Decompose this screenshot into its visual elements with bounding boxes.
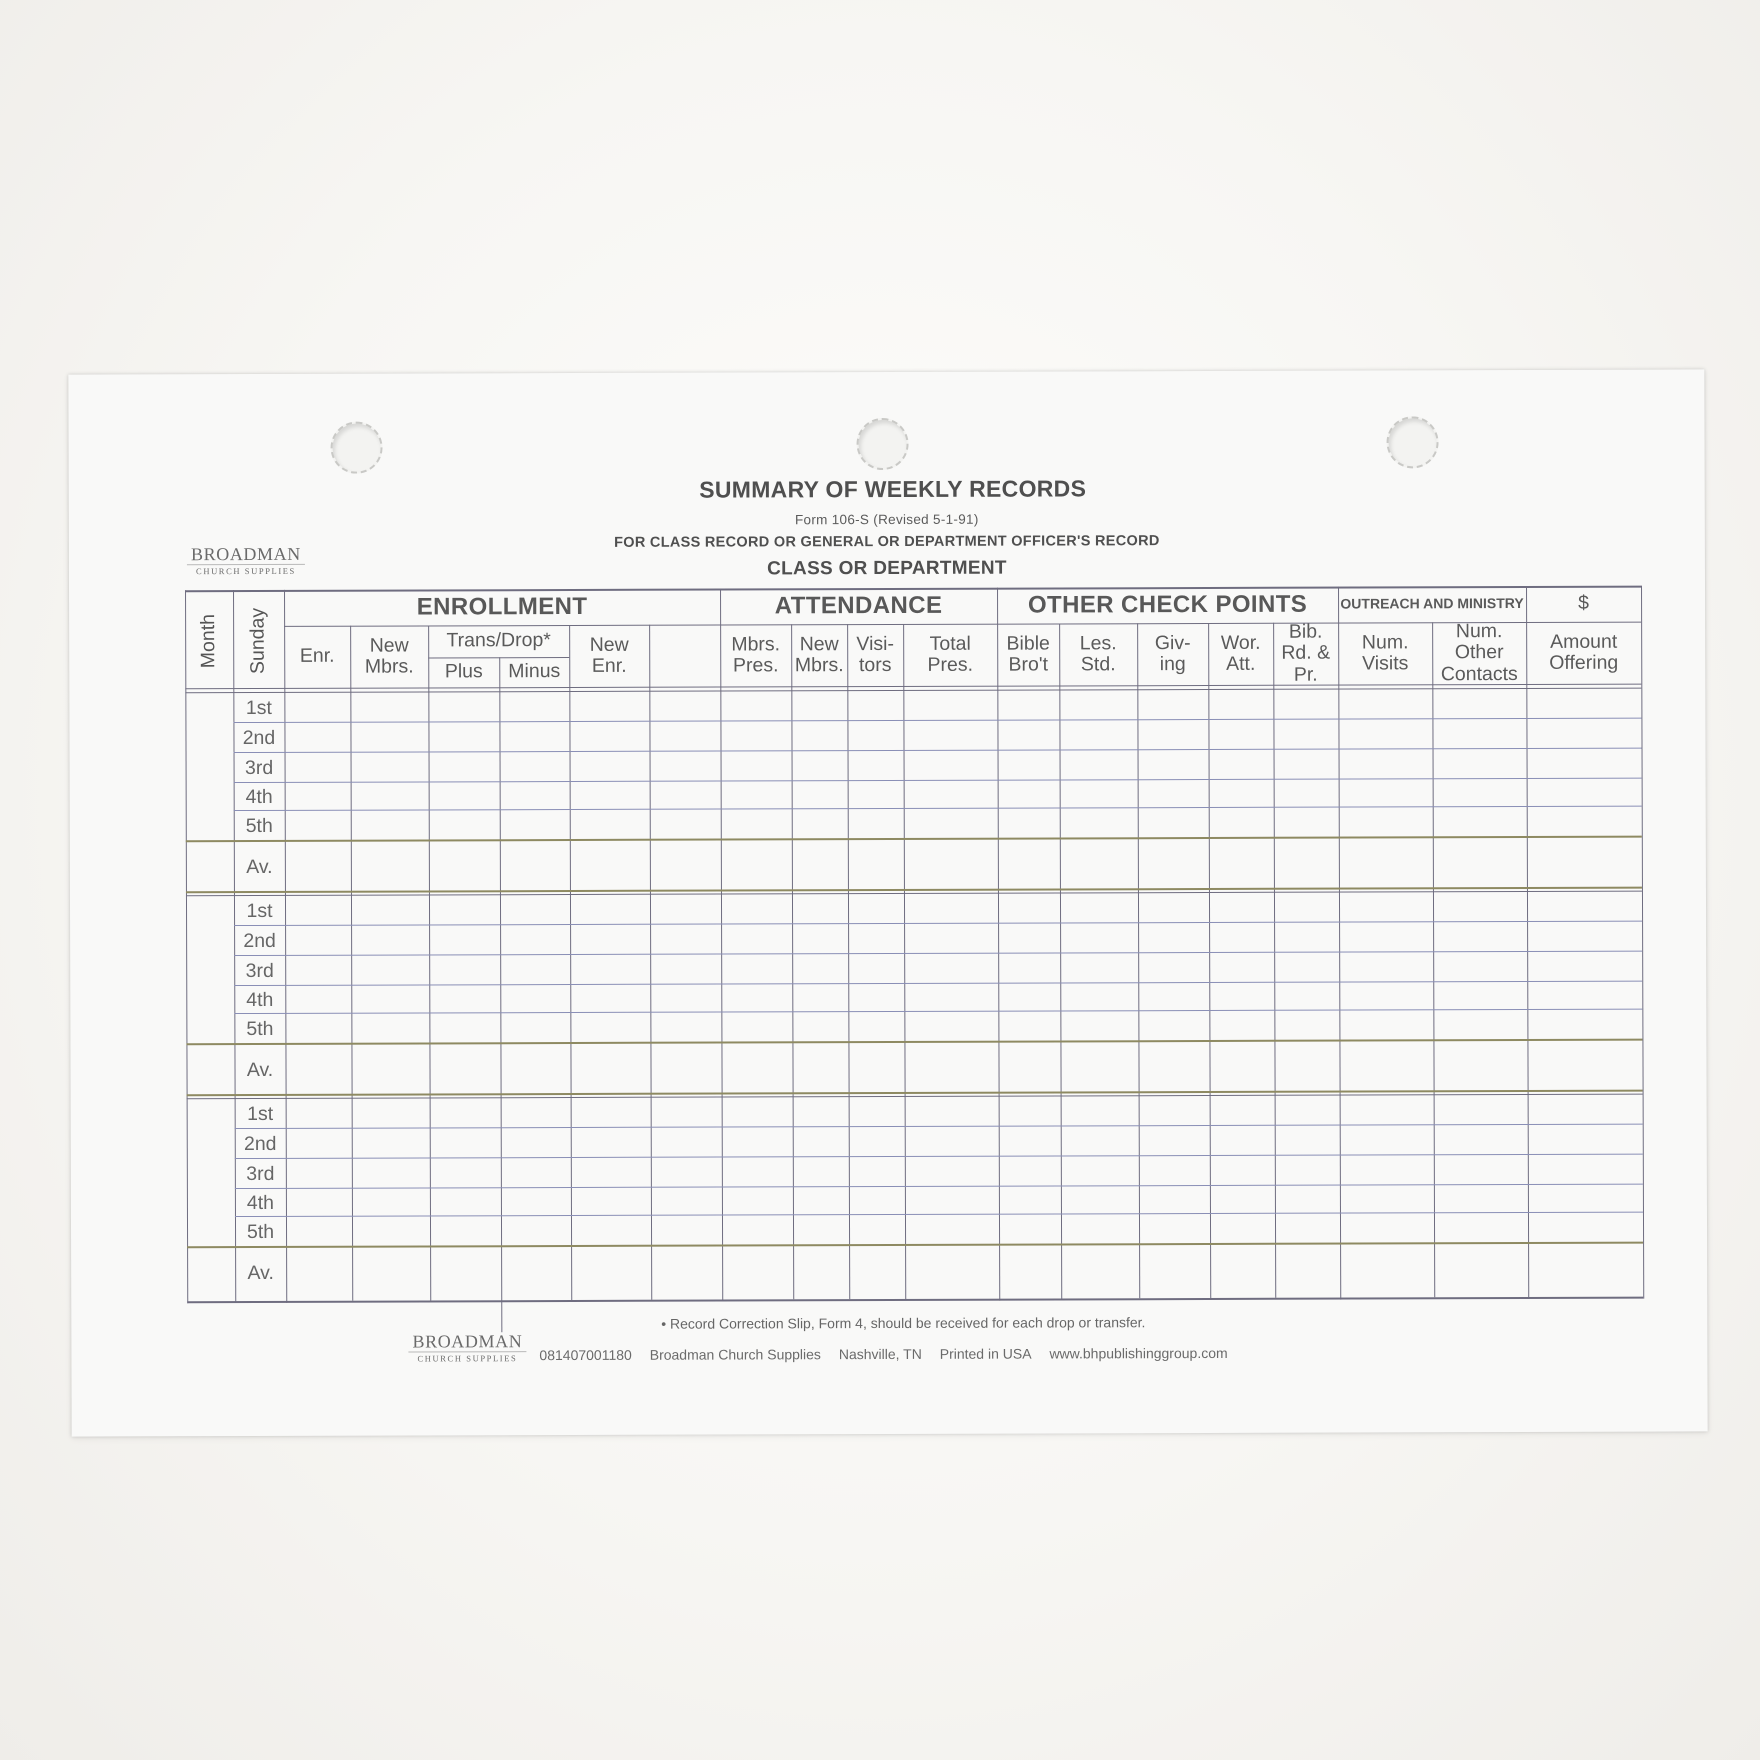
sunday-row-label-text: 1st bbox=[246, 900, 273, 923]
other-check-points-group-header bbox=[997, 587, 1338, 624]
punch-hole-left bbox=[330, 422, 382, 474]
website: www.bhpublishinggroup.com bbox=[1049, 1344, 1228, 1362]
row-divider bbox=[234, 951, 1642, 956]
sunday-row-label-text: 4th bbox=[246, 989, 274, 1012]
bible-reading-prayer-column-header-line: Bib. bbox=[1288, 620, 1323, 643]
sunday-row-label-text: 1st bbox=[247, 1103, 274, 1126]
enrollment-group-header bbox=[284, 589, 720, 626]
column-divider bbox=[350, 626, 353, 1301]
sunday-row-label bbox=[234, 1045, 285, 1096]
column-divider bbox=[720, 589, 724, 1302]
sunday-row-label bbox=[235, 1160, 286, 1190]
trans-drop-column-header bbox=[428, 625, 569, 657]
form-subtitle: FOR CLASS RECORD OR GENERAL OR DEPARTMENT OFFICER'S RECORD bbox=[614, 533, 1160, 551]
column-divider bbox=[997, 588, 1001, 1301]
row-divider bbox=[234, 806, 1642, 811]
row-divider bbox=[234, 748, 1642, 753]
attendance-new-members-column-header-line: New bbox=[799, 632, 839, 655]
column-divider bbox=[1059, 623, 1062, 1298]
amount-offering-column-header-line: Offering bbox=[1549, 651, 1619, 674]
sunday-row-label bbox=[235, 1130, 286, 1160]
number-other-contacts-column-header-line: Num. bbox=[1455, 619, 1503, 643]
table-bottom-border bbox=[187, 1297, 1643, 1304]
minus-column-header-text: Minus bbox=[508, 660, 561, 683]
giving-column-header-line: ing bbox=[1159, 653, 1186, 676]
number-other-contacts-column-header-line: Contacts bbox=[1440, 662, 1518, 685]
new-enrollment-column-header-line: New bbox=[589, 633, 629, 656]
sunday-row-label bbox=[234, 784, 285, 812]
form-sheet bbox=[68, 369, 1707, 1436]
column-divider bbox=[1338, 587, 1342, 1300]
outreach-ministry-group-header-text: OUTREACH AND MINISTRY bbox=[1340, 595, 1524, 612]
number-visits-column-header-line: Visits bbox=[1362, 652, 1409, 675]
column-divider bbox=[791, 624, 794, 1299]
punch-hole-right bbox=[1386, 416, 1438, 468]
column-divider bbox=[847, 624, 850, 1299]
amount-offering-column-header-line: Amount bbox=[1550, 630, 1618, 653]
sunday-row-label-text: Av. bbox=[246, 855, 273, 878]
visitors-column-header-line: Visi- bbox=[856, 632, 895, 655]
new-members-column-header-line: Mbrs. bbox=[364, 655, 414, 678]
column-divider bbox=[1526, 586, 1530, 1299]
sunday-row-label bbox=[234, 957, 285, 987]
sunday-row-label-text: 2nd bbox=[243, 930, 276, 953]
members-present-column-header-line: Pres. bbox=[732, 654, 779, 677]
dollar-group-header-text: $ bbox=[1578, 592, 1590, 615]
bible-reading-prayer-column-header-line: Rd. & bbox=[1281, 641, 1331, 665]
sunday-row-label bbox=[234, 987, 285, 1015]
members-present-column-header bbox=[720, 624, 791, 686]
month-header-text: Month bbox=[197, 613, 220, 669]
column-divider bbox=[499, 657, 502, 1332]
sunday-row-label-text: 3rd bbox=[244, 757, 274, 780]
number-other-contacts-column-header bbox=[1432, 619, 1526, 685]
row-divider bbox=[235, 1154, 1643, 1159]
minus-column-header bbox=[499, 657, 569, 687]
brand-name: BROADMAN bbox=[190, 543, 301, 565]
number-visits-column-header bbox=[1338, 622, 1432, 684]
total-present-column-header-line: Total bbox=[929, 632, 971, 655]
lesson-studied-column-header bbox=[1059, 623, 1137, 685]
column-divider bbox=[428, 625, 431, 1300]
row-divider bbox=[187, 1242, 1643, 1249]
product-code: 081407001180 bbox=[539, 1346, 632, 1364]
sunday-row-label-text: 1st bbox=[245, 697, 272, 720]
sunday-row-label bbox=[235, 1218, 286, 1248]
sunday-row-label-text: 3rd bbox=[246, 1163, 275, 1186]
new-members-column-header bbox=[350, 625, 428, 687]
sunday-row-label-text: 4th bbox=[245, 786, 273, 809]
worship-attendance-column-header-line: Wor. bbox=[1220, 631, 1261, 654]
attendance-group-header-text: ATTENDANCE bbox=[774, 591, 943, 620]
plus-column-header bbox=[428, 657, 499, 687]
row-divider bbox=[186, 836, 1642, 843]
records-grid bbox=[185, 586, 1643, 1304]
other-check-points-group-header-text: OTHER CHECK POINTS bbox=[1027, 590, 1308, 619]
sunday-row-label-text: Av. bbox=[246, 1058, 274, 1081]
column-divider bbox=[1137, 623, 1140, 1298]
amount-offering-column-header bbox=[1526, 622, 1641, 684]
bible-reading-prayer-column-header bbox=[1273, 620, 1338, 686]
worship-attendance-column-header bbox=[1208, 623, 1273, 685]
total-present-column-header-line: Pres. bbox=[927, 653, 974, 676]
lesson-studied-column-header-line: Les. bbox=[1079, 631, 1117, 654]
punch-hole-center bbox=[856, 418, 908, 470]
enr-column-header bbox=[284, 626, 350, 688]
sunday-row-label-text: 4th bbox=[246, 1192, 275, 1215]
trans-drop-column-header-text: Trans/Drop* bbox=[446, 629, 551, 652]
column-divider bbox=[649, 625, 652, 1300]
number-other-contacts-column-header-line: Other bbox=[1454, 641, 1504, 664]
enr-column-header-text: Enr. bbox=[299, 645, 335, 668]
attendance-new-members-column-header-line: Mbrs. bbox=[794, 654, 844, 677]
new-enrollment-column-header-line: Enr. bbox=[591, 654, 627, 677]
records-table bbox=[185, 586, 1643, 1304]
sunday-row-label bbox=[233, 724, 284, 754]
row-divider bbox=[234, 921, 1642, 926]
brand-logo-top bbox=[187, 544, 305, 576]
column-divider bbox=[185, 590, 189, 1303]
sunday-row-label-text: Av. bbox=[247, 1261, 274, 1284]
row-divider bbox=[233, 718, 1641, 723]
column-divider bbox=[1432, 622, 1435, 1297]
dollar-group-header bbox=[1526, 586, 1641, 622]
sunday-row-label-text: 5th bbox=[246, 1221, 275, 1244]
row-divider bbox=[186, 1039, 1642, 1046]
attendance-group-header bbox=[720, 588, 997, 625]
column-divider bbox=[903, 624, 906, 1299]
new-members-column-header-line: New bbox=[369, 634, 409, 657]
members-present-column-header-line: Mbrs. bbox=[731, 632, 781, 656]
row-divider bbox=[234, 1009, 1642, 1014]
worship-attendance-column-header-line: Att. bbox=[1226, 652, 1256, 675]
class-department-label: CLASS OR DEPARTMENT bbox=[767, 557, 1007, 580]
sunday-row-label bbox=[234, 842, 285, 893]
enrollment-group-header-text: ENROLLMENT bbox=[416, 592, 588, 621]
sunday-row-label bbox=[234, 927, 285, 957]
visitors-column-header bbox=[847, 624, 903, 686]
brand-tagline: CHURCH SUPPLIES bbox=[187, 564, 305, 576]
sunday-row-label-text: 5th bbox=[246, 1018, 274, 1041]
form-number: Form 106-S (Revised 5-1-91) bbox=[794, 511, 979, 528]
sunday-row-label bbox=[235, 1100, 286, 1130]
lesson-studied-column-header-line: Std. bbox=[1080, 653, 1116, 676]
brand-name: BROADMAN bbox=[412, 1331, 523, 1352]
row-divider bbox=[235, 1124, 1643, 1129]
new-enrollment-column-header bbox=[569, 625, 649, 687]
number-visits-column-header-line: Num. bbox=[1361, 630, 1409, 654]
giving-column-header bbox=[1137, 623, 1208, 685]
outreach-ministry-group-header bbox=[1338, 586, 1526, 623]
sunday-row-label-text: 5th bbox=[245, 815, 273, 838]
column-divider bbox=[1208, 623, 1211, 1298]
column-divider bbox=[1641, 586, 1645, 1299]
row-divider bbox=[234, 778, 1642, 783]
sunday-row-label bbox=[234, 754, 285, 784]
sunday-row-label bbox=[234, 1015, 285, 1045]
giving-column-header-line: Giv- bbox=[1154, 631, 1191, 654]
bible-brought-column-header bbox=[997, 623, 1059, 685]
visitors-column-header-line: tors bbox=[858, 653, 892, 677]
brand-tagline: CHURCH SUPPLIES bbox=[408, 1351, 526, 1363]
sunday-row-label-text: 3rd bbox=[245, 960, 274, 983]
row-divider bbox=[235, 1212, 1643, 1217]
imprint-line bbox=[539, 1345, 1241, 1363]
sunday-row-label bbox=[235, 1248, 286, 1299]
company-name: Broadman Church Supplies bbox=[649, 1346, 821, 1363]
sunday-row-label bbox=[234, 897, 285, 927]
row-divider bbox=[235, 1184, 1643, 1189]
form-title: SUMMARY OF WEEKLY RECORDS bbox=[699, 475, 1087, 503]
sunday-header-text: Sunday bbox=[246, 607, 270, 675]
printed-in: Printed in USA bbox=[939, 1345, 1032, 1362]
sunday-row-label bbox=[233, 694, 284, 724]
sunday-row-label bbox=[234, 812, 285, 842]
sunday-row-label-text: 2nd bbox=[242, 727, 276, 750]
attendance-new-members-column-header bbox=[791, 624, 847, 686]
sunday-row-label-text: 2nd bbox=[243, 1133, 277, 1156]
brand-logo-bottom bbox=[408, 1331, 526, 1363]
sunday-row-label bbox=[235, 1190, 286, 1218]
column-divider bbox=[1273, 623, 1276, 1298]
bible-brought-column-header-line: Bible bbox=[1006, 632, 1050, 655]
plus-column-header-text: Plus bbox=[444, 660, 483, 683]
city: Nashville, TN bbox=[838, 1345, 922, 1363]
bible-reading-prayer-column-header-line: Pr. bbox=[1293, 663, 1318, 686]
column-divider bbox=[569, 625, 572, 1300]
row-divider bbox=[234, 981, 1642, 986]
total-present-column-header bbox=[903, 624, 997, 686]
footnote: • Record Correction Slip, Form 4, should be received for each drop or transfer. bbox=[661, 1314, 1146, 1332]
bible-brought-column-header-line: Bro't bbox=[1008, 653, 1049, 676]
